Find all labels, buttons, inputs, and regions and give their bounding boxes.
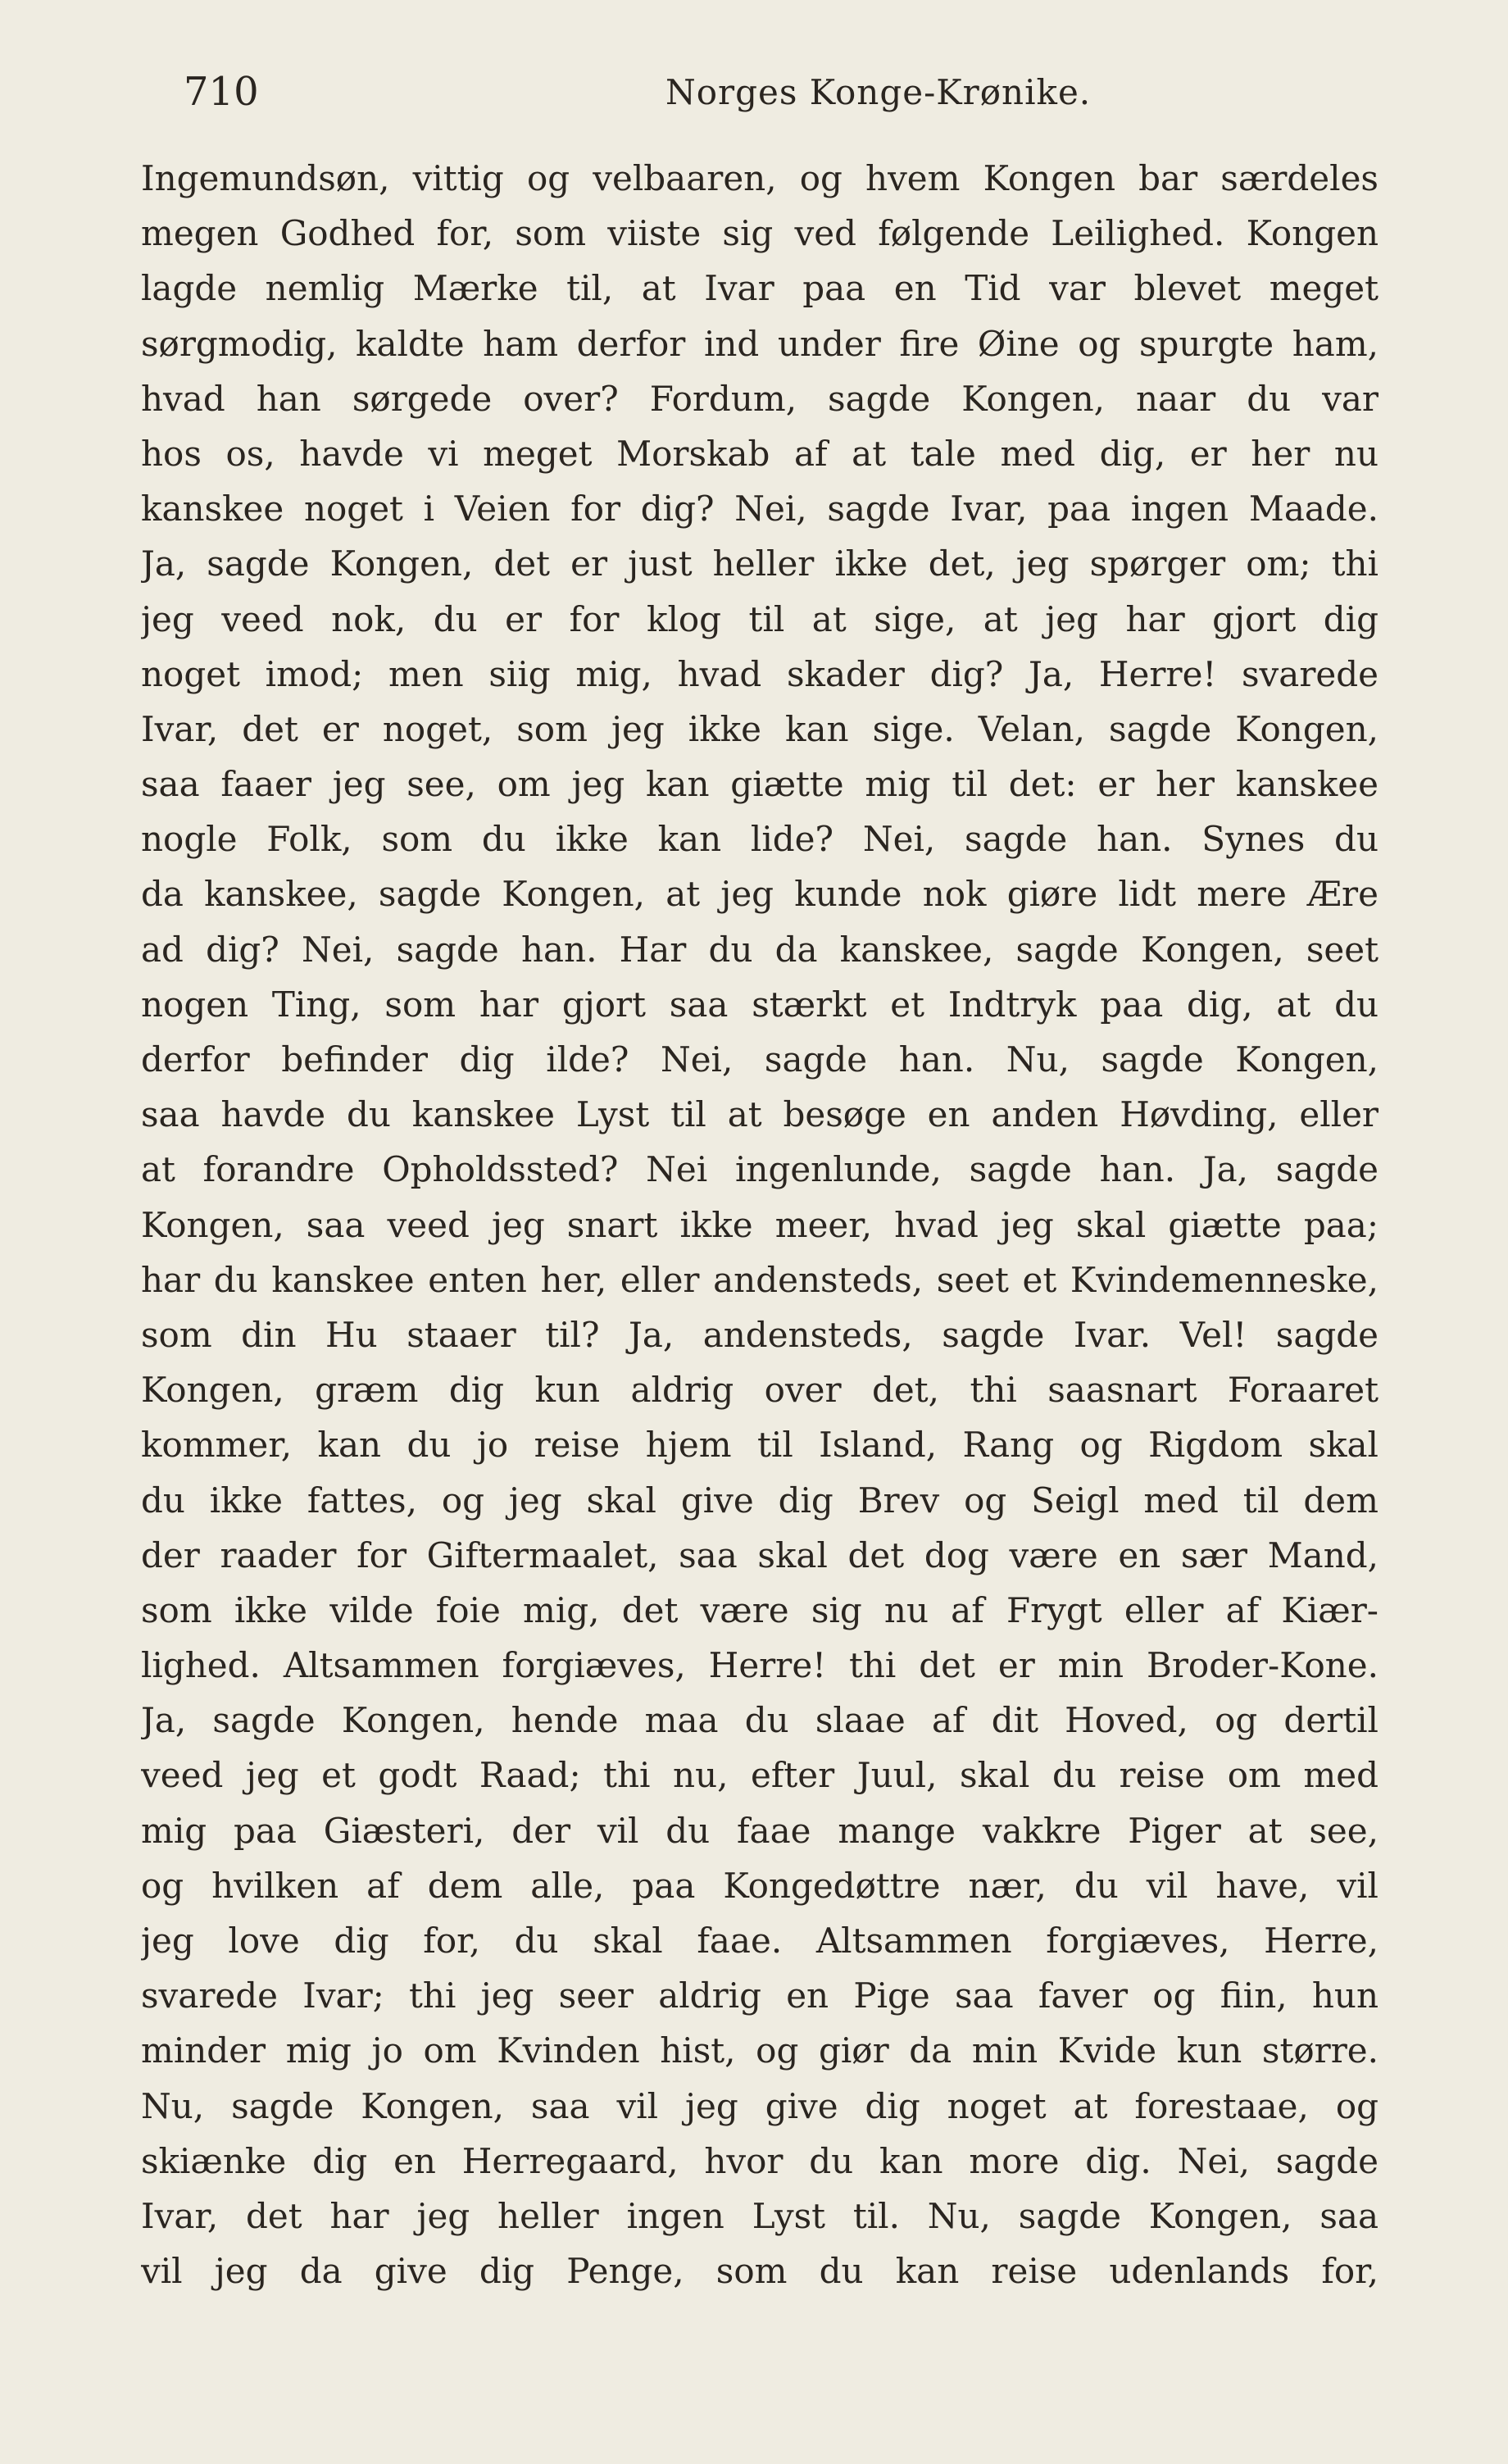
page-header [141, 64, 1379, 121]
text-line: du ikke fattes, og jeg skal give dig Brev og Seigl med til dem [141, 1480, 1379, 1521]
text-line: mig paa Giæsteri, der vil du faae mange vakkre Piger at see, [141, 1810, 1379, 1851]
text-line: jeg veed nok, du er for klog til at sige, at jeg har gjort dig [141, 598, 1379, 639]
text-line: derfor befinder dig ilde? Nei, sagde han. Nu, sagde Kongen, [141, 1039, 1379, 1080]
text-line: Nu, sagde Kongen, saa vil jeg give dig noget at forestaae, og [141, 2085, 1379, 2126]
text-line: hvad han sørgede over? Fordum, sagde Kongen, naar du var [141, 378, 1379, 419]
text-line: vil jeg da give dig Penge, som du kan reise udenlands for, [141, 2251, 1379, 2292]
text-line: og hvilken af dem alle, paa Kongedøttre nær, du vil have, vil [141, 1865, 1379, 1906]
running-head: Norges Konge-Krønike. [665, 72, 1092, 112]
text-line: svarede Ivar; thi jeg seer aldrig en Pige saa faver og fiin, hun [141, 1975, 1379, 2016]
text-line: saa havde du kanskee Lyst til at besøge en anden Høvding, eller [141, 1094, 1379, 1135]
text-line: der raader for Giftermaalet, saa skal det dog være en sær Mand, [141, 1534, 1379, 1575]
text-line: at forandre Opholdssted? Nei ingenlunde, sagde han. Ja, sagde [141, 1149, 1379, 1190]
text-line: minder mig jo om Kvinden hist, og giør da min Kvide kun større. [141, 2030, 1379, 2071]
page-number: 710 [184, 69, 259, 115]
text-line: jeg love dig for, du skal faae. Altsammen forgiæves, Herre, [141, 1921, 1379, 1961]
text-line: lagde nemlig Mærke til, at Ivar paa en Tid var blevet meget [141, 268, 1379, 309]
text-line: Ivar, det har jeg heller ingen Lyst til. Nu, sagde Kongen, saa [141, 2195, 1379, 2236]
text-line: lighed. Altsammen forgiæves, Herre! thi det er min Broder-Kone. [141, 1645, 1379, 1686]
text-line: Kongen, græm dig kun aldrig over det, thi saasnart Foraaret [141, 1370, 1379, 1411]
text-line: noget imod; men siig mig, hvad skader dig? Ja, Herre! svarede [141, 653, 1379, 694]
text-line: Kongen, saa veed jeg snart ikke meer, hvad jeg skal giætte paa; [141, 1204, 1379, 1245]
text-line: saa faaer jeg see, om jeg kan giætte mig til det: er her kanskee [141, 764, 1379, 805]
text-line: nogle Folk, som du ikke kan lide? Nei, sagde han. Synes du [141, 819, 1379, 860]
text-line: da kanskee, sagde Kongen, at jeg kunde nok giøre lidt mere Ære [141, 874, 1379, 915]
text-line: Ja, sagde Kongen, det er just heller ikke det, jeg spørger om; thi [141, 543, 1379, 584]
text-line: som ikke vilde foie mig, det være sig nu af Frygt eller af Kiær- [141, 1589, 1379, 1630]
text-line: nogen Ting, som har gjort saa stærkt et Indtryk paa dig, at du [141, 984, 1379, 1025]
text-line: Ja, sagde Kongen, hende maa du slaae af dit Hoved, og dertil [141, 1700, 1379, 1741]
text-line: skiænke dig en Herregaard, hvor du kan more dig. Nei, sagde [141, 2140, 1379, 2181]
text-line: som din Hu staaer til? Ja, andensteds, sagde Ivar. Vel! sagde [141, 1314, 1379, 1355]
text-line: ad dig? Nei, sagde han. Har du da kanskee, sagde Kongen, seet [141, 929, 1379, 970]
text-line: sørgmodig, kaldte ham derfor ind under fire Øine og spurgte ham, [141, 323, 1379, 364]
text-line: veed jeg et godt Raad; thi nu, efter Juul, skal du reise om med [141, 1755, 1379, 1796]
body-text [141, 151, 1379, 2298]
text-line: Ivar, det er noget, som jeg ikke kan sige. Velan, sagde Kongen, [141, 708, 1379, 749]
text-line: Ingemundsøn, vittig og velbaaren, og hvem Kongen bar særdeles [141, 158, 1379, 198]
text-line: kommer, kan du jo reise hjem til Island, Rang og Rigdom skal [141, 1425, 1379, 1466]
text-line: megen Godhed for, som viiste sig ved følgende Leilighed. Kongen [141, 213, 1379, 254]
text-line: har du kanskee enten her, eller andensteds, seet et Kvindemenneske, [141, 1259, 1379, 1300]
text-line: hos os, havde vi meget Morskab af at tale med dig, er her nu [141, 433, 1379, 474]
text-line: kanskee noget i Veien for dig? Nei, sagde Ivar, paa ingen Maade. [141, 489, 1379, 530]
